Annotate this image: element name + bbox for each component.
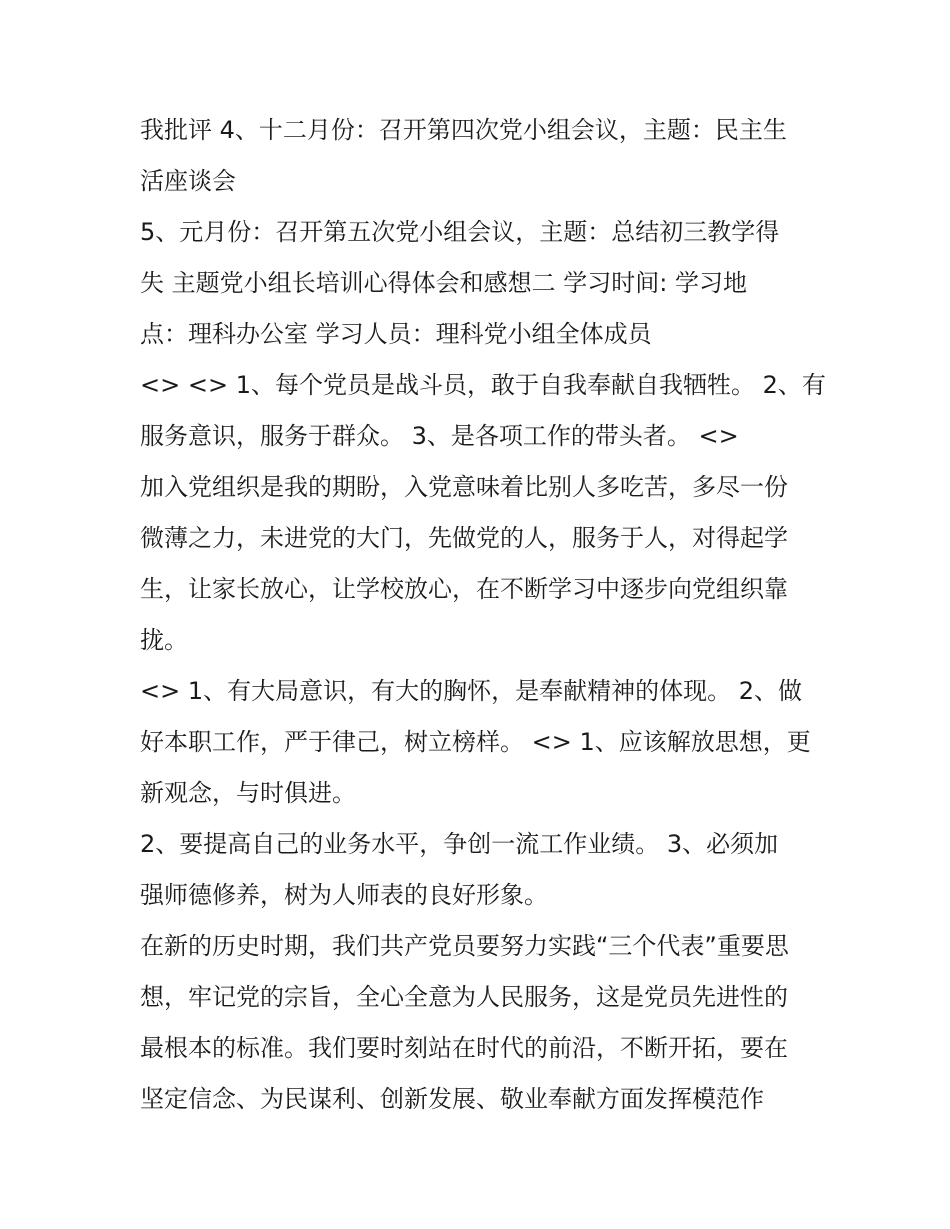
- text-line: 点：理科办公室 学习人员：理科党小组全体成员: [140, 320, 652, 348]
- document-body: [140, 105, 826, 1125]
- text-line: 好本职工作，严于律己，树立榜样。 <> 1、应该解放思想，更: [140, 728, 811, 756]
- text-line: 生，让家长放心，让学校放心，在不断学习中逐步向党组织靠: [140, 575, 788, 603]
- text-line: 拢。: [140, 626, 188, 654]
- text-line: 强师德修养，树为人师表的良好形象。: [140, 881, 548, 909]
- text-line: 我批评 4、十二月份：召开第四次党小组会议，主题：民主生: [140, 116, 787, 144]
- text-line: 新观念，与时俱进。: [140, 779, 356, 807]
- text-line: 微薄之力，未进党的大门，先做党的人，服务于人，对得起学: [140, 524, 788, 552]
- text-line: 坚定信念、为民谋利、创新发展、敬业奉献方面发挥模范作: [140, 1085, 764, 1113]
- text-line: 最根本的标准。我们要时刻站在时代的前沿，不断开拓，要在: [140, 1034, 788, 1062]
- text-line: 想，牢记党的宗旨，全心全意为人民服务，这是党员先进性的: [140, 983, 788, 1011]
- text-line: 服务意识，服务于群众。 3、是各项工作的带头者。 <>: [140, 422, 739, 450]
- text-line: <> 1、有大局意识，有大的胸怀，是奉献精神的体现。 2、做: [140, 677, 803, 705]
- text-line: 5、元月份：召开第五次党小组会议，主题：总结初三教学得: [140, 218, 780, 246]
- text-line: 失 主题党小组长培训心得体会和感想二 学习时间: 学习地: [140, 269, 747, 297]
- text-line: 在新的历史时期，我们共产党员要努力实践“三个代表”重要思: [140, 932, 789, 960]
- text-line: 2、要提高自己的业务水平，争创一流工作业绩。 3、必须加: [140, 830, 779, 858]
- text-line: <> <> 1、每个党员是战斗员，敢于自我奉献自我牺牲。 2、有: [140, 371, 826, 399]
- text-line: 活座谈会: [140, 167, 236, 195]
- text-line: 加入党组织是我的期盼，入党意味着比别人多吃苦，多尽一份: [140, 473, 788, 501]
